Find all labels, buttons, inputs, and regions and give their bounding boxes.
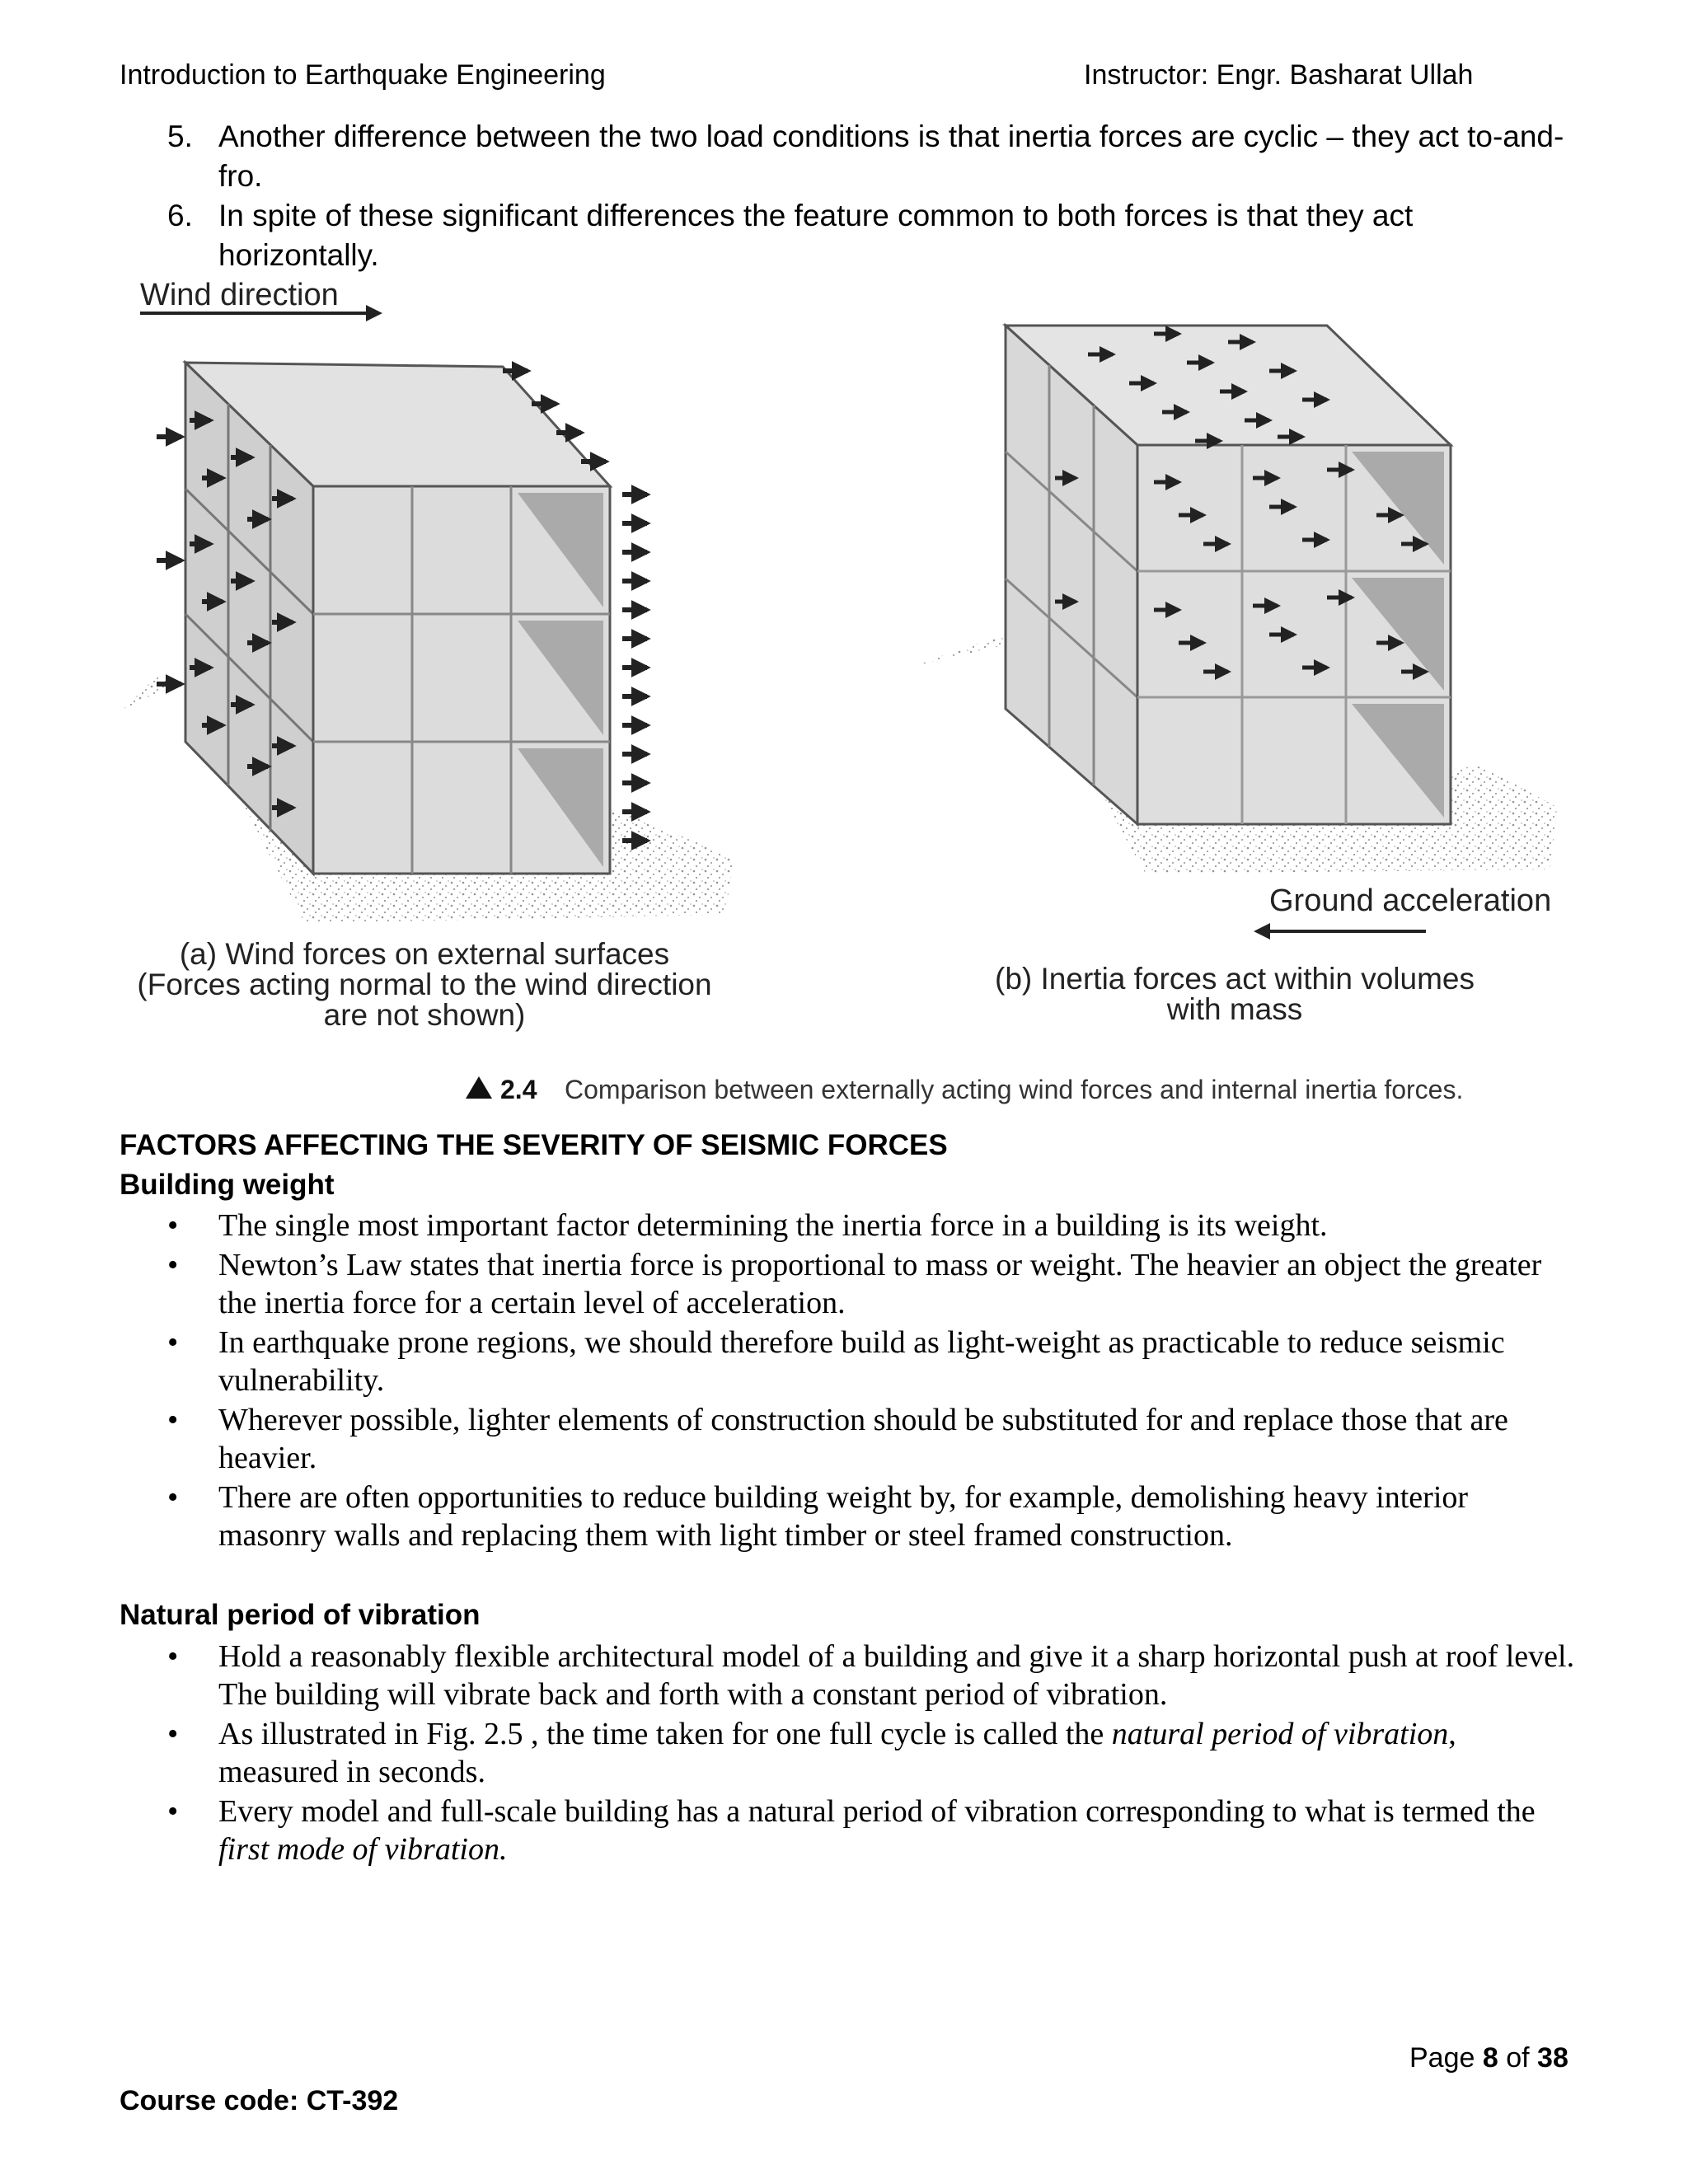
wind-direction-label: Wind direction — [140, 280, 339, 312]
numbered-item — [120, 117, 1570, 196]
inertia-building-drawing — [907, 326, 1558, 931]
subsection-heading: Natural period of vibration — [120, 1599, 481, 1631]
item-number: 6. — [167, 199, 193, 232]
list-item: • The single most important factor determining the inertia force in a building is its weight. — [167, 1208, 1328, 1243]
item-number: 5. — [167, 120, 193, 153]
list-item: • Hold a reasonably flexible architectural model of a building and give it a sharp horizontal push at roof level. The building will vibrate back and forth with a constant period of vibration. — [167, 1639, 1575, 1712]
building-weight-bullets — [120, 1207, 1578, 1556]
caption-a-line2: (Forces acting normal to the wind direction — [137, 968, 712, 1001]
caption-a-line1: (a) Wind forces on external surfaces — [179, 937, 670, 971]
list-item: • Wherever possible, lighter elements of construction should be substituted for and replace those that are heavier. — [167, 1403, 1508, 1475]
ground-acceleration-label: Ground acceleration — [1269, 883, 1552, 918]
figure-caption: Comparison between externally acting wind forces and internal inertia forces. — [565, 1075, 1464, 1104]
numbered-list — [120, 117, 1570, 275]
list-item: • In earthquake prone regions, we should therefore build as light-weight as practicable to reduce seismic vulnerability. — [167, 1325, 1505, 1398]
page-number: Page 8 of 38 — [1409, 2042, 1568, 2074]
header-instructor: Instructor: Engr. Basharat Ullah — [1084, 59, 1474, 91]
list-item: • As illustrated in Fig. 2.5 , the time taken for one full cycle is called the natural period of vibration, measured in seconds. — [167, 1717, 1456, 1789]
header-course-title: Introduction to Earthquake Engineering — [120, 59, 606, 91]
caption-a-line3: are not shown) — [323, 998, 526, 1032]
list-item: • Newton’s Law states that inertia force is proportional to mass or weight. The heavier an object the greater the inertia force for a certain level of acceleration. — [167, 1248, 1542, 1320]
figure-wind-vs-inertia — [115, 280, 1566, 1121]
triangle-icon — [466, 1076, 492, 1099]
course-code: Course code: CT-392 — [120, 2085, 399, 2116]
caption-b-line1: (b) Inertia forces act within volumes — [995, 962, 1475, 996]
subsection-heading: Building weight — [120, 1169, 335, 1201]
item-text: Another difference between the two load conditions is that inertia forces are cyclic – they act to-and-fro. — [218, 120, 1564, 193]
wind-building-drawing — [124, 313, 734, 923]
caption-b-line2: with mass — [1166, 992, 1303, 1026]
figure-number: 2.4 — [500, 1075, 537, 1104]
list-item: • Every model and full-scale building has a natural period of vibration corresponding to what is termed the first mode of vibration. — [167, 1794, 1536, 1867]
natural-period-bullets — [120, 1638, 1578, 1870]
item-text: In spite of these significant differences the feature common to both forces is that they act horizontally. — [218, 199, 1414, 272]
numbered-item — [120, 196, 1570, 275]
section-heading: FACTORS AFFECTING THE SEVERITY OF SEISMIC FORCES — [120, 1129, 948, 1161]
list-item: • There are often opportunities to reduce building weight by, for example, demolishing heavy interior masonry walls and replacing them with light timber or steel framed construction. — [167, 1480, 1469, 1553]
